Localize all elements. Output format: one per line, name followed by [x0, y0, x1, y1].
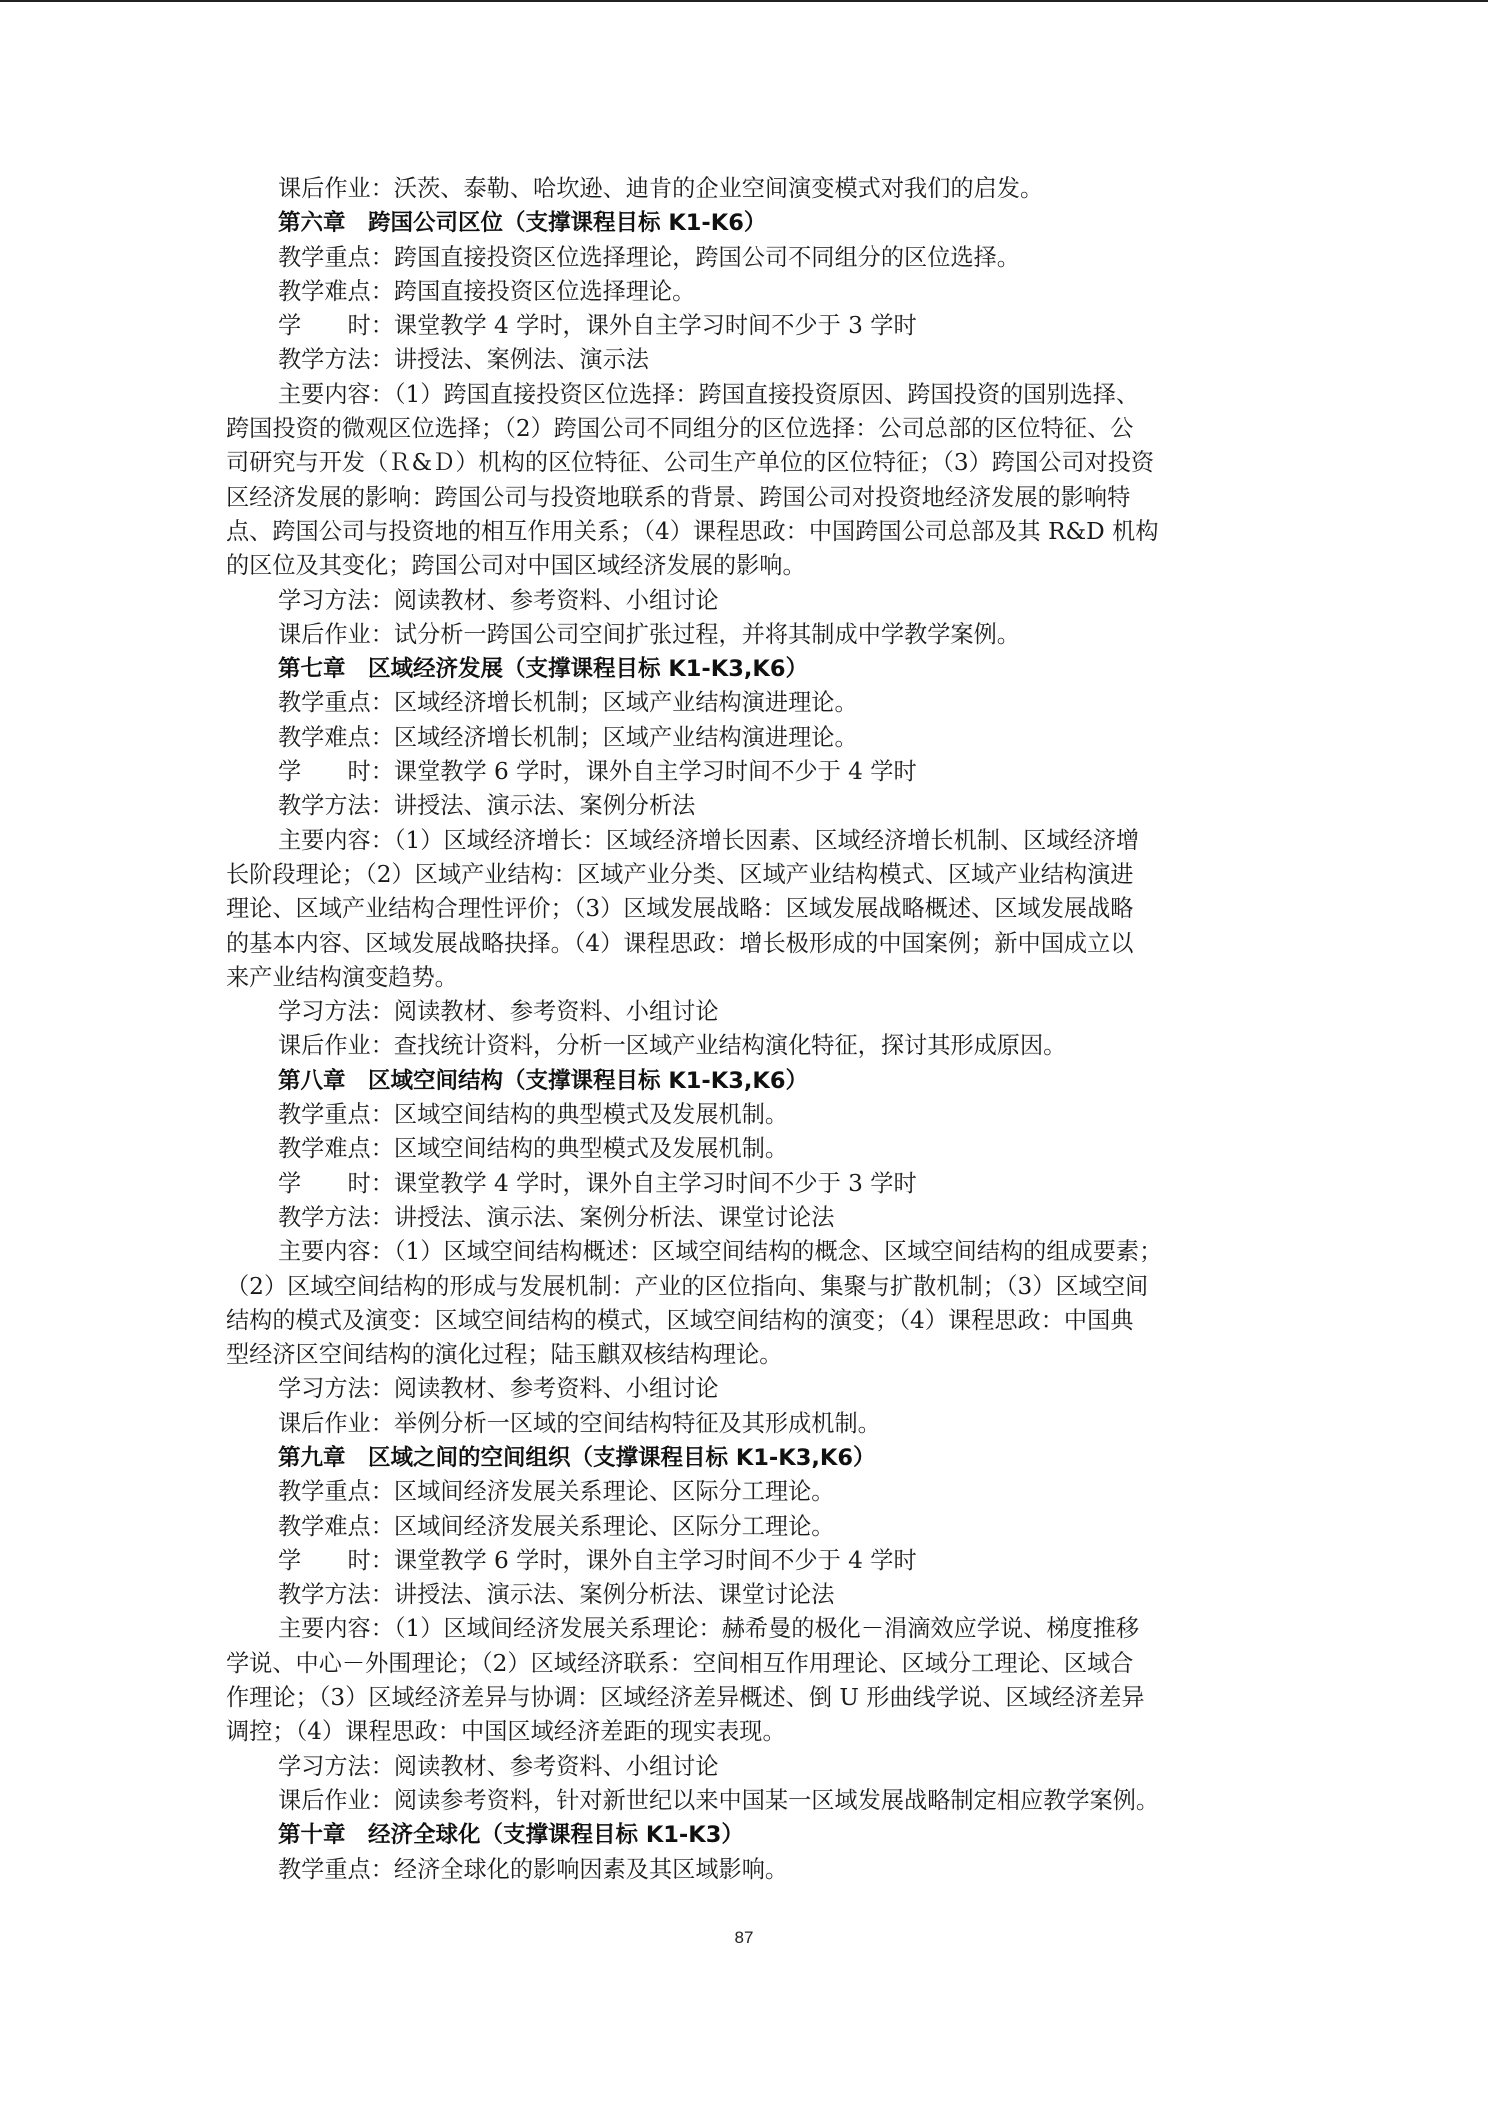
- chapter-heading: 第十章 经济全球化（支撑课程目标 K1-K3）: [278, 1822, 744, 1849]
- paragraph-line: 教学重点：区域间经济发展关系理论、区际分工理论。: [278, 1478, 835, 1506]
- paragraph-line: 区经济发展的影响：跨国公司与投资地联系的背景、跨国公司对投资地经济发展的影响特: [226, 483, 1131, 511]
- paragraph-line: 长阶段理论；（2）区域产业结构：区域产业分类、区域产业结构模式、区域产业结构演进: [226, 860, 1134, 888]
- paragraph-line: 学 时：课堂教学 4 学时，课外自主学习时间不少于 3 学时: [278, 1169, 917, 1197]
- paragraph-line: 教学方法：讲授法、演示法、案例分析法: [278, 792, 696, 820]
- paragraph-line: 教学难点：区域经济增长机制；区域产业结构演进理论。: [278, 723, 858, 751]
- top-border-line: [0, 0, 1488, 2]
- paragraph-line: 点、跨国公司与投资地的相互作用关系；（4）课程思政：中国跨国公司总部及其 R&D 机构: [226, 517, 1159, 545]
- paragraph-line: 教学重点：区域经济增长机制；区域产业结构演进理论。: [278, 689, 858, 717]
- paragraph-line: 司研究与开发（Ｒ&Ｄ）机构的区位特征、公司生产单位的区位特征；（3）跨国公司对投资: [226, 449, 1155, 477]
- paragraph-line: 教学方法：讲授法、演示法、案例分析法、课堂讨论法: [278, 1203, 835, 1231]
- paragraph-line: 主要内容：（1）区域经济增长：区域经济增长因素、区域经济增长机制、区域经济增: [278, 826, 1140, 854]
- paragraph-line: 教学难点：区域间经济发展关系理论、区际分工理论。: [278, 1512, 835, 1540]
- paragraph-line: 教学难点：跨国直接投资区位选择理论。: [278, 277, 696, 305]
- paragraph-line: 教学方法：讲授法、演示法、案例分析法、课堂讨论法: [278, 1581, 835, 1609]
- page-number: 87: [734, 1928, 754, 1947]
- paragraph-line: 教学重点：经济全球化的影响因素及其区域影响。: [278, 1855, 789, 1883]
- paragraph-line: （2）区域空间结构的形成与发展机制：产业的区位指向、集聚与扩散机制；（3）区域空间: [226, 1272, 1149, 1300]
- paragraph-line: 型经济区空间结构的演化过程；陆玉麒双核结构理论。: [226, 1341, 783, 1369]
- paragraph-line: 课后作业：查找统计资料，分析一区域产业结构演化特征，探讨其形成原因。: [278, 1032, 1067, 1060]
- chapter-heading: 第六章 跨国公司区位（支撑课程目标 K1-K6）: [278, 210, 767, 237]
- paragraph-line: 课后作业：举例分析一区域的空间结构特征及其形成机制。: [278, 1409, 881, 1437]
- paragraph-line: 学习方法：阅读教材、参考资料、小组讨论: [278, 1752, 719, 1780]
- paragraph-line: 课后作业：阅读参考资料，针对新世纪以来中国某一区域发展战略制定相应教学案例。: [278, 1786, 1160, 1814]
- paragraph-line: 学 时：课堂教学 4 学时，课外自主学习时间不少于 3 学时: [278, 312, 917, 340]
- paragraph-line: 结构的模式及演变：区域空间结构的模式，区域空间结构的演变；（4）课程思政：中国典: [226, 1306, 1134, 1334]
- paragraph-line: 学 时：课堂教学 6 学时，课外自主学习时间不少于 4 学时: [278, 758, 917, 786]
- chapter-heading: 第七章 区域经济发展（支撑课程目标 K1-K3,K6）: [278, 656, 808, 683]
- paragraph-line: 主要内容：（1）区域空间结构概述：区域空间结构的概念、区域空间结构的组成要素；: [278, 1238, 1163, 1266]
- document-body: [226, 172, 1276, 1887]
- chapter-heading: 第八章 区域空间结构（支撑课程目标 K1-K3,K6）: [278, 1067, 808, 1094]
- paragraph-line: 学习方法：阅读教材、参考资料、小组讨论: [278, 586, 719, 614]
- paragraph-line: 课后作业：试分析一跨国公司空间扩张过程，并将其制成中学教学案例。: [278, 620, 1020, 648]
- paragraph-line: 主要内容：（1）跨国直接投资区位选择：跨国直接投资原因、跨国投资的国别选择、: [278, 380, 1140, 408]
- chapter-heading: 第九章 区域之间的空间组织（支撑课程目标 K1-K3,K6）: [278, 1444, 876, 1471]
- paragraph-line: 作理论；（3）区域经济差异与协调：区域经济差异概述、倒 U 形曲线学说、区域经济差异: [226, 1684, 1145, 1712]
- paragraph-line: 教学重点：区域空间结构的典型模式及发展机制。: [278, 1101, 789, 1129]
- paragraph-line: 跨国投资的微观区位选择；（2）跨国公司不同组分的区位选择：公司总部的区位特征、公: [226, 415, 1134, 443]
- paragraph-line: 主要内容：（1）区域间经济发展关系理论：赫希曼的极化－涓滴效应学说、梯度推移: [278, 1615, 1140, 1643]
- paragraph-line: 来产业结构演变趋势。: [226, 963, 458, 991]
- paragraph-line: 学习方法：阅读教材、参考资料、小组讨论: [278, 998, 719, 1026]
- paragraph-line: 教学方法：讲授法、案例法、演示法: [278, 346, 649, 374]
- paragraph-line: 学说、中心－外围理论；（2）区域经济联系：空间相互作用理论、区域分工理论、区域合: [226, 1649, 1134, 1677]
- paragraph-line: 理论、区域产业结构合理性评价；（3）区域发展战略：区域发展战略概述、区域发展战略: [226, 895, 1134, 923]
- paragraph-line: 学习方法：阅读教材、参考资料、小组讨论: [278, 1375, 719, 1403]
- paragraph-line: 学 时：课堂教学 6 学时，课外自主学习时间不少于 4 学时: [278, 1546, 917, 1574]
- paragraph-line: 调控；（4）课程思政：中国区域经济差距的现实表现。: [226, 1718, 786, 1746]
- paragraph-line: 的区位及其变化；跨国公司对中国区域经济发展的影响。: [226, 552, 806, 580]
- paragraph-line: 教学难点：区域空间结构的典型模式及发展机制。: [278, 1135, 789, 1163]
- paragraph-line: 课后作业：沃茨、泰勒、哈坎逊、迪肯的企业空间演变模式对我们的启发。: [278, 175, 1044, 202]
- paragraph-line: 教学重点：跨国直接投资区位选择理论，跨国公司不同组分的区位选择。: [278, 243, 1020, 271]
- paragraph-line: 的基本内容、区域发展战略抉择。（4）课程思政：增长极形成的中国案例；新中国成立以: [226, 929, 1134, 957]
